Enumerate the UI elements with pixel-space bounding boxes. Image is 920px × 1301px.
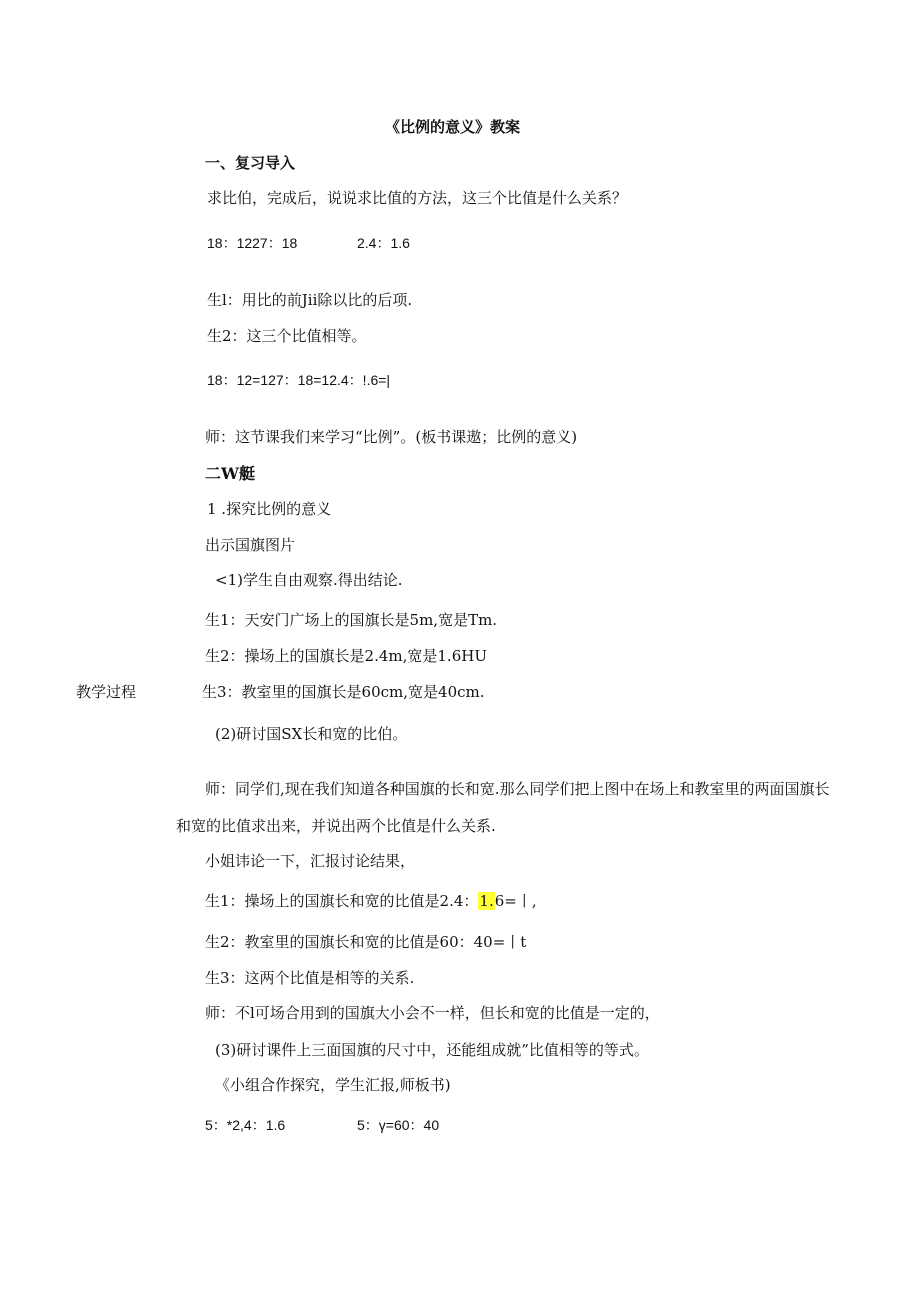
ratio-expressions-a: 18：1227：18 — [207, 235, 298, 251]
side-label-teaching-process: 教学过程 — [76, 683, 137, 701]
doc-title: 《比例的意义》教案 — [385, 118, 521, 136]
flag-student1: 生1：天安门广场上的国旗长是5m,宽是Tm. — [205, 611, 498, 629]
step-3: (3)研讨课件上三面国旗的尺寸中，还能组成就”比值相等的等式。 — [215, 1041, 649, 1059]
board-equation-b: 5：γ=60：40 — [357, 1117, 440, 1133]
teacher-prompt-line1: 师：同学们,现在我们知道各种国旗的长和宽.那么同学们把上图中在场上和教室里的两面国旗长 — [205, 780, 830, 798]
student2-answer: 生2：这三个比值相等。 — [207, 327, 367, 345]
review-question: 求比伯，完成后，说说求比值的方法，这三个比值是什么关系？ — [207, 189, 628, 207]
group-discussion: 小姐讳论一下，汇报讨论结果， — [205, 852, 416, 870]
result-student1-tail: 6=丨, — [494, 892, 537, 910]
highlight-mark: 1. — [479, 892, 494, 910]
step-2: (2)研讨国SX长和宽的比伯。 — [215, 725, 408, 743]
teacher-prompt-line2: 和宽的比值求出来，并说出两个比值是什么关系. — [176, 817, 496, 835]
ratio-equation: 18：12=127：18=12.4：!.6=| — [207, 372, 391, 388]
step-1: <1)学生自由观察.得出结论. — [215, 571, 403, 589]
result-student3: 生3：这两个比值是相等的关系. — [205, 969, 415, 987]
result-student1-text: 生1：操场上的国旗长和宽的比值是2.4： — [205, 892, 479, 910]
teacher-intro: 师：这节课我们来学习“比例”。(板书课遨；比例的意义) — [205, 428, 578, 446]
teacher-summary: 师：不l可场合用到的国旗大小会不一样，但长和宽的比值是一定的， — [205, 1004, 660, 1022]
ratio-expressions-b: 2.4：1.6 — [357, 235, 410, 251]
student1-answer: 生l：用比的前Jii除以比的后项. — [207, 291, 413, 309]
subsection-1: 1 .探究比例的意义 — [207, 500, 332, 518]
show-flag-image: 出示国旗图片 — [205, 536, 296, 554]
flag-student3: 生3：教室里的国旗长是60cm,宽是40cm. — [202, 683, 485, 701]
section1-heading: 一、复习导入 — [205, 154, 296, 172]
group-work-note: 《小组合作探究，学生汇报,师板书) — [215, 1076, 451, 1094]
flag-student2: 生2：操场上的国旗长是2.4m,宽是1.6HU — [205, 647, 487, 665]
section2-heading: 二W艇 — [205, 464, 255, 483]
board-equation-a: 5：*2,4：1.6 — [205, 1117, 286, 1133]
result-student2: 生2：教室里的国旗长和宽的比值是60：40=丨t — [205, 933, 527, 951]
result-student1 — [205, 891, 537, 911]
